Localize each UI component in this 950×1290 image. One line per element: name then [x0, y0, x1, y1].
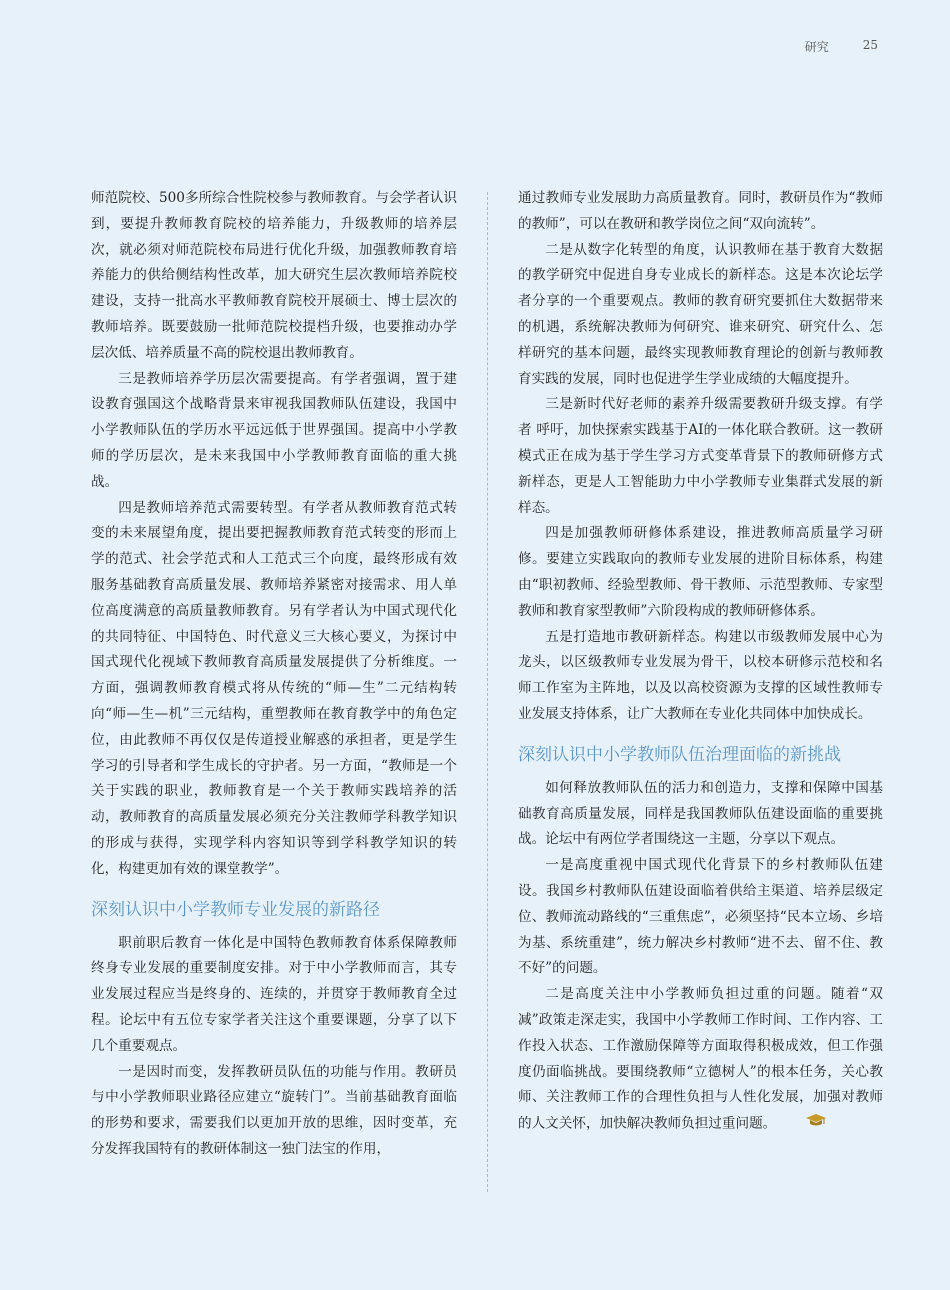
- paragraph: 如何释放教师队伍的活力和创造力，支撑和保障中国基础教育高质量发展，同样是我国教师队伍建设面临的重要挑战。论坛中有两位学者围绕这一主题，分享以下观点。: [518, 779, 883, 848]
- right-column: [518, 186, 883, 1137]
- left-column: [91, 186, 457, 1163]
- paragraph: 一是高度重视中国式现代化背景下的乡村教师队伍建设。我国乡村教师队伍建设面临着供给主渠道、培养层级定位、教师流动路线的“三重焦虑”，必须坚持“民本立场、乡培为基、系统重建”，统力解决乡村教师“进不去、留不住、教不好”的问题。: [518, 857, 883, 977]
- paragraph: 二是从数字化转型的角度，认识教师在基于教育大数据的教学研究中促进自身专业成长的新样态。这是本次论坛学者分享的一个重要观点。教师的教育研究要抓住大数据带来的机遇，系统解决教师为何研究、谁来研究、研究什么、怎样研究的基本问题，最终实现教师教育理论的创新与教师教育实践的发展，同时也促进学生学业成绩的大幅度提升。: [518, 241, 883, 387]
- paragraph: 四是加强教师研修体系建设，推进教师高质量学习研修。要建立实践取向的教师专业发展的进阶目标体系，构建由“职初教师、经验型教师、骨干教师、示范型教师、专家型教师和教育家型教师”六阶段构成的教师研修体系。: [518, 525, 883, 619]
- column-divider: [487, 192, 488, 1192]
- paragraph: 四是教师培养范式需要转型。有学者从教师教育范式转变的未来展望角度，提出要把握教师教育范式转变的形而上学的范式、社会学范式和人工范式三个向度，最终形成有效服务基础教育高质量发展、教师培养紧密对接需求、用人单位高度满意的高质量教师教育。另有学者认为中国式现代化的共同特征、中国特色、时代意义三大核心要义，为探讨中国式现代化视域下教师教育高质量发展提供了分析维度。一方面，强调教师教育模式将从传统的“师—生”二元结构转向“师—生—机”三元结构，重塑教师在教育教学中的角色定位，由此教师不再仅仅是传道授业解惑的承担者，更是学生学习的引导者和学生成长的守护者。另一方面，“教师是一个关于实践的职业，教师教育是一个关于教师实践培养的活动，教师教育的高质量发展必须充分关注教师学科教学知识的形成与获得，实现学科内容知识等到学科教学知识的转化，构建更加有效的课堂教学”。: [91, 499, 457, 877]
- section-heading: 深刻认识中小学教师专业发展的新路径: [91, 899, 380, 920]
- graduation-cap-icon: [778, 1111, 827, 1137]
- paragraph: 一是因时而变，发挥教研员队伍的功能与作用。教研员与中小学教师职业路径应建立“旋转门”。当前基础教育面临的形势和要求，需要我们以更加开放的思维，因时变革，充分发挥我国特有的教研体制这一独门法宝的作用，: [91, 1063, 457, 1157]
- paragraph-text: 二是高度关注中小学教师负担过重的问题。随着“双减”政策走深走实，我国中小学教师工作时间、工作内容、工作投入状态、工作激励保障等方面取得积极成效，但工作强度仍面临挑战。要围绕教师“立德树人”的根本任务，关心教师、关注教师工作的合理性负担与人性化发展，加强对教师的人文关怀，加快解决教师负担过重问题。: [518, 986, 883, 1132]
- paragraph: [518, 982, 883, 1137]
- paragraph: 师范院校、500多所综合性院校参与教师教育。与会学者认识到，要提升教师教育院校的培养能力，升级教师的培养层次，就必须对师范院校布局进行优化升级，加强教师教育培养能力的供给侧结构性改革，加大研究生层次教师培养院校建设，支持一批高水平教师教育院校开展硕士、博士层次的教师培养。既要鼓励一批师范院校提档升级，也要推动办学层次低、培养质量不高的院校退出教师教育。: [91, 190, 457, 361]
- paragraph: 三是教师培养学历层次需要提高。有学者强调，置于建设教育强国这个战略背景来审视我国教师队伍建设，我国中小学教师队伍的学历水平远远低于世界强国。提高中小学教师的学历层次，是未来我国中小学教师教育面临的重大挑战。: [91, 370, 457, 490]
- paragraph: 三是新时代好老师的素养升级需要教研升级支撑。有学者 呼吁，加快探索实践基于AI的一体化联合教研。这一教研模式正在成为基于学生学习方式变革背景下的教师研修方式新样态，更是人工智能助力中小学教师专业集群式发展的新样态。: [518, 396, 883, 516]
- page-header: [805, 38, 878, 55]
- paragraph: 职前职后教育一体化是中国特色教师教育体系保障教师终身专业发展的重要制度安排。对于中小学教师而言，其专业发展过程应当是终身的、连续的，并贯穿于教师教育全过程。论坛中有五位专家学者关注这个重要课题，分享了以下几个重要观点。: [91, 934, 457, 1054]
- paragraph: 通过教师专业发展助力高质量教育。同时，教研员作为“教师的教师”，可以在教研和教学岗位之间“双向流转”。: [518, 190, 883, 232]
- paragraph: 五是打造地市教研新样态。构建以市级教师发展中心为龙头，以区级教师专业发展为骨干，以校本研修示范校和名师工作室为主阵地，以及以高校资源为支撑的区域性教师专业发展支持体系，让广大教师在专业化共同体中加快成长。: [518, 628, 883, 722]
- section-heading: 深刻认识中小学教师队伍治理面临的新挑战: [518, 744, 841, 765]
- page-number: 25: [862, 38, 878, 52]
- section-label: 研究: [804, 40, 829, 54]
